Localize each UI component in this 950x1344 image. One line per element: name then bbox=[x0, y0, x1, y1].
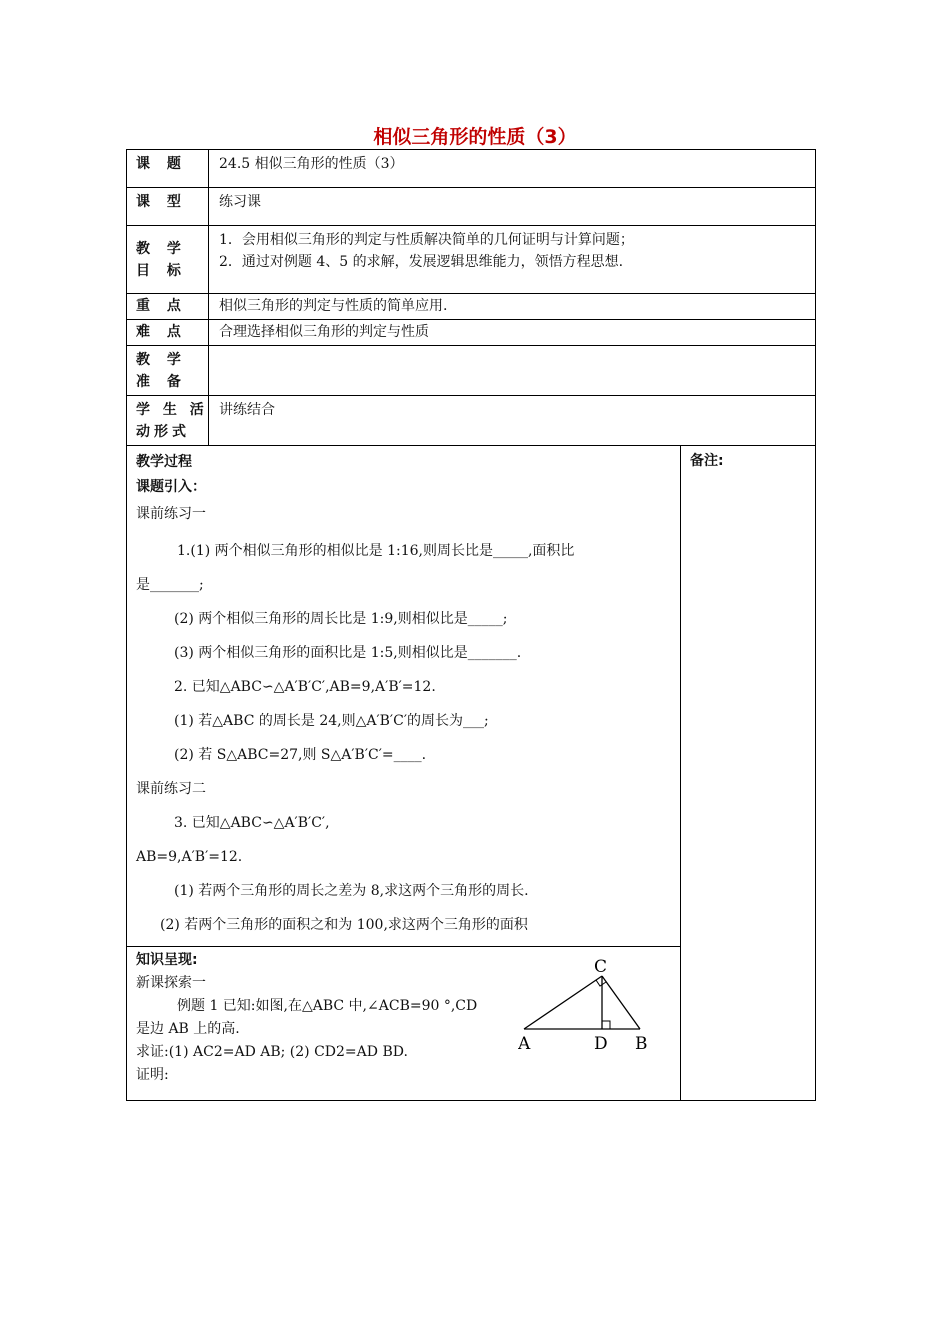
row-preparation bbox=[127, 346, 816, 396]
lesson-plan-table bbox=[126, 149, 816, 1101]
topic-value: 24.5 相似三角形的性质（3） bbox=[209, 150, 816, 188]
goals-label-line1: 教 学 bbox=[136, 240, 187, 257]
type-label: 课 型 bbox=[127, 188, 209, 226]
right-angle-mark-d bbox=[602, 1021, 610, 1029]
process-heading: 教学过程 bbox=[136, 454, 192, 470]
question-1-2: (2) 两个相似三角形的周长比是 1:9,则相似比是_____; bbox=[174, 611, 508, 627]
row-topic bbox=[127, 150, 816, 188]
question-2-1: (1) 若△ABC 的周长是 24,则△A′B′C′的周长为___; bbox=[174, 713, 489, 729]
row-process bbox=[127, 446, 816, 947]
question-2-2: (2) 若 S△ABC=27,则 S△A′B′C′=____. bbox=[174, 747, 427, 763]
goals-label bbox=[127, 226, 209, 294]
preparation-value bbox=[209, 346, 816, 396]
label-a: A bbox=[518, 1034, 531, 1053]
question-1-3: (3) 两个相似三角形的面积比是 1:5,则相似比是_______. bbox=[174, 645, 522, 661]
difficulty-label: 难 点 bbox=[127, 320, 209, 346]
pre-practice-2: 课前练习二 bbox=[136, 781, 206, 797]
row-key-point bbox=[127, 294, 816, 320]
label-c: C bbox=[594, 957, 608, 977]
notes-label: 备注: bbox=[690, 453, 724, 469]
question-1-1-cont: 是_______; bbox=[136, 577, 204, 593]
row-type bbox=[127, 188, 816, 226]
activity-label bbox=[127, 396, 209, 446]
question-2: 2. 已知△ABC∽△A′B′C′,AB=9,A′B′=12. bbox=[174, 679, 436, 695]
example-1: 例题 1 已知:如图,在△ABC 中,∠ACB=90 °,CD bbox=[177, 998, 478, 1014]
prove-statement: 求证:(1) AC2=AD AB; (2) CD2=AD BD. bbox=[136, 1044, 408, 1060]
notes-column bbox=[681, 446, 816, 1101]
row-activity bbox=[127, 396, 816, 446]
intro-heading: 课题引入： bbox=[136, 479, 206, 495]
label-d: D bbox=[594, 1034, 608, 1053]
key-point-label: 重 点 bbox=[127, 294, 209, 320]
question-3-1: (1) 若两个三角形的周长之差为 8,求这两个三角形的周长. bbox=[174, 883, 529, 899]
difficulty-value: 合理选择相似三角形的判定与性质 bbox=[209, 320, 816, 346]
goal-item-2: 2．通过对例题 4、5 的求解，发展逻辑思维能力，领悟方程思想. bbox=[219, 254, 624, 270]
proof-label: 证明: bbox=[136, 1067, 169, 1083]
question-1-1: 1.(1) 两个相似三角形的相似比是 1:16,则周长比是_____,面积比 bbox=[177, 543, 575, 559]
pre-practice-1: 课前练习一 bbox=[136, 506, 206, 522]
question-3-cont: AB=9,A′B′=12. bbox=[136, 849, 243, 865]
triangle-figure bbox=[518, 957, 658, 1053]
activity-label-line2: 动形式 bbox=[136, 424, 190, 440]
side-ac bbox=[524, 976, 602, 1029]
preparation-label-line2: 准 备 bbox=[136, 374, 187, 390]
row-difficulty bbox=[127, 320, 816, 346]
activity-label-line1: 学 生 活 bbox=[136, 402, 208, 418]
right-angle-mark-c bbox=[596, 980, 606, 986]
question-3-2: (2) 若两个三角形的面积之和为 100,求这两个三角形的面积 bbox=[160, 917, 528, 933]
knowledge-presentation bbox=[127, 947, 681, 1101]
key-point-value: 相似三角形的判定与性质的简单应用. bbox=[209, 294, 816, 320]
row-goals bbox=[127, 226, 816, 294]
goal-item-1: 1．会用相似三角形的判定与性质解决简单的几何证明与计算问题； bbox=[219, 232, 634, 248]
activity-value: 讲练结合 bbox=[209, 396, 816, 446]
knowledge-heading: 知识呈现: bbox=[136, 952, 198, 968]
example-1-cont: 是边 AB 上的高. bbox=[136, 1021, 240, 1037]
topic-label: 课 题 bbox=[127, 150, 209, 188]
label-b: B bbox=[635, 1034, 648, 1053]
question-3: 3. 已知△ABC∽△A′B′C′, bbox=[174, 815, 330, 831]
preparation-label bbox=[127, 346, 209, 396]
preparation-label-line1: 教 学 bbox=[136, 352, 187, 368]
goals-label-line2: 目 标 bbox=[136, 262, 187, 279]
goals-value bbox=[209, 226, 816, 294]
page-title: 相似三角形的性质（3） bbox=[373, 126, 577, 148]
explore-label: 新课探索一 bbox=[136, 975, 206, 991]
type-value: 练习课 bbox=[209, 188, 816, 226]
teaching-process bbox=[127, 446, 681, 947]
